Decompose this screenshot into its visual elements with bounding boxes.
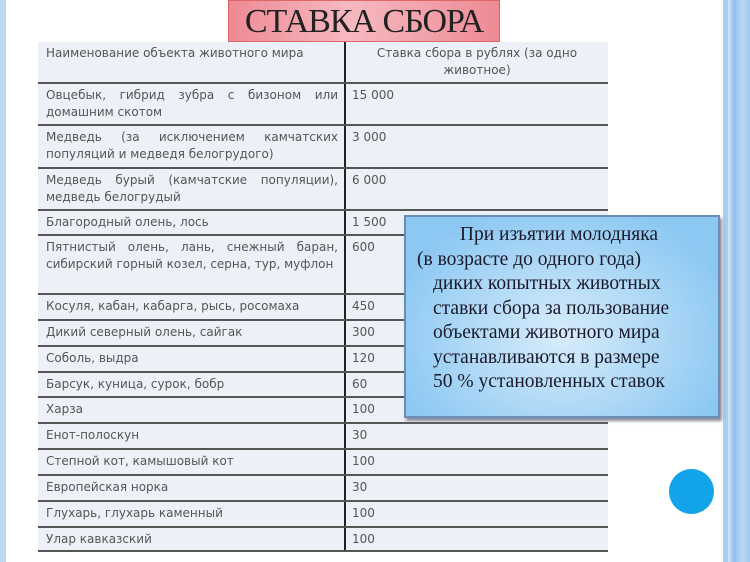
animal-name: Харза [38,397,345,423]
table-row [38,423,608,449]
fee-value: 15 000 [345,83,608,125]
fee-value: 600 [345,235,608,294]
fee-value: 100 [345,527,608,551]
animal-name: Европейская норка [38,475,345,501]
note-line: 50 % установленных ставок [433,371,665,392]
table-row [38,501,608,527]
slide-title: СТАВКА СБОРА [228,0,500,42]
table-header-row [38,42,608,83]
animal-name: Дикий северный олень, сайгак [38,320,345,346]
fee-value: 450 [345,294,608,320]
fee-value: 60 [345,372,608,397]
note-line: (в возрасте до одного года) [417,248,641,270]
animal-name: Медведь бурый (камчатские популяции), медведь белогрудый [38,168,345,210]
animal-name: Пятнистый олень, лань, снежный баран, сибирский горный козел, серна, тур, муфлон [38,235,345,294]
animal-name: Медведь (за исключением камчатских популяций и медведя белогрудого) [38,125,345,168]
note-line: устанавливаются в размере [433,346,660,368]
table-row [38,168,608,210]
table-row [38,449,608,475]
animal-name: Степной кот, камышовый кот [38,449,345,475]
note-line: ставки сбора за пользование [433,297,670,319]
animal-name: Благородный олень, лось [38,210,345,235]
animal-name: Овцебык, гибрид зубра с бизоном или домашним скотом [38,83,345,125]
table-row [38,125,608,168]
fee-value: 30 [345,475,608,501]
note-line: объектами животного мира [433,322,660,343]
fee-value: 100 [345,501,608,527]
note-line: диких копытных животных [433,273,661,294]
note-line: При изъятии молодняка [459,224,659,245]
decorative-circle [669,469,714,514]
slide-right-decoration [720,0,750,562]
fee-value: 3 000 [345,125,608,168]
animal-name: Улар кавказский [38,527,345,551]
animal-name: Глухарь, глухарь каменный [38,501,345,527]
slide-left-border [0,0,6,562]
table-row [38,527,608,551]
animal-name: Соболь, выдра [38,346,345,372]
header-animal-name: Наименование объекта животного мира [38,42,345,83]
fee-value: 6 000 [345,168,608,210]
young-animals-note [404,215,720,418]
fee-value: 100 [345,397,608,423]
fee-value: 120 [345,346,608,372]
header-fee-rate: Ставка сбора в рублях (за одно животное) [345,42,608,83]
animal-name: Барсук, куница, сурок, бобр [38,372,345,397]
fee-value: 30 [345,423,608,449]
animal-name: Косуля, кабан, кабарга, рысь, росомаха [38,294,345,320]
table-row [38,83,608,125]
table-row [38,475,608,501]
fee-value: 100 [345,449,608,475]
animal-name: Енот-полоскун [38,423,345,449]
fee-value: 1 500 [345,210,608,235]
fee-value: 300 [345,320,608,346]
